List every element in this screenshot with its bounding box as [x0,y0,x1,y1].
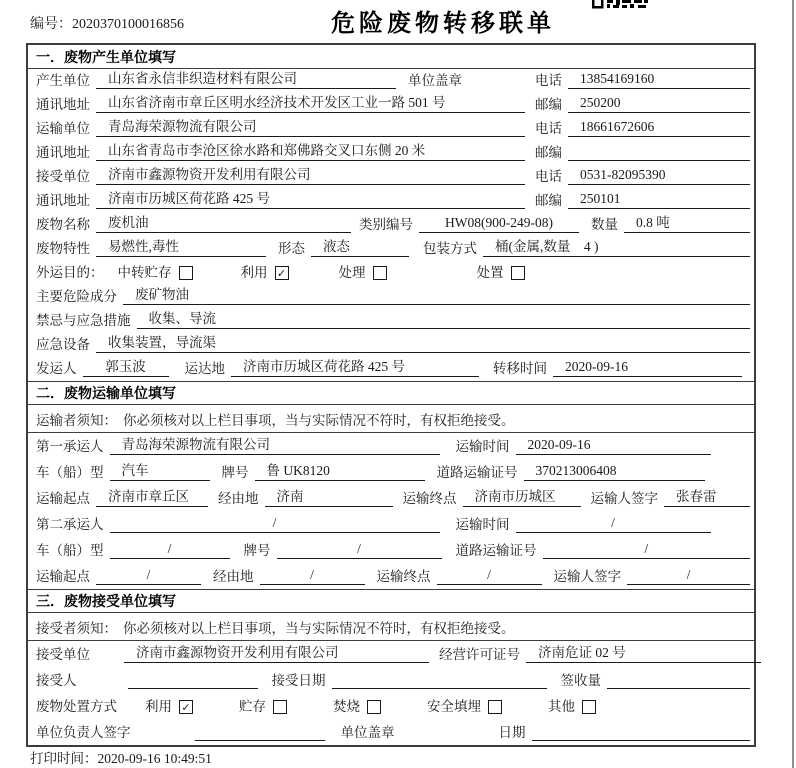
row-waste-name [28,213,754,237]
purpose-option-treat-checkbox [373,266,387,280]
row-transporter-address [28,141,754,165]
packing-label: 包装方式 [423,241,477,256]
license-label: 经营许可证号 [439,647,520,662]
waste-form-value: 液态 [311,235,409,257]
vehicle1-cert-label: 道路运输证号 [436,465,518,480]
carrier2-value: / [110,515,440,533]
row-receiver-address [28,189,754,213]
transporter-notice-label: 运输者须知： [36,412,117,428]
section1-title: 一．废物产生单位填写 [36,48,176,65]
receiver-value: 济南市鑫源物资开发利用有限公司 [96,163,525,185]
vehicle1-type-value: 汽车 [110,459,210,481]
row-purpose [28,261,754,285]
receiver-address-value: 济南市历城区荷花路 425 号 [96,187,525,209]
packing-value: 桶(金属,数量 4 ) [483,235,750,257]
receiver-phone-value: 0531-82095390 [568,167,750,185]
route2-end-label: 运输终点 [376,569,431,584]
carrier1-time-label: 运输时间 [455,439,510,454]
transporter-value: 青岛海荣源物流有限公司 [96,115,525,137]
receiver-notice-label: 接受者须知： [36,620,117,636]
producer-address-label: 通讯地址 [36,97,90,112]
waste-category-label: 类别编号 [359,217,413,232]
acceptor-value [128,687,258,689]
transporter-postcode-label: 邮编 [535,145,562,160]
transporter-phone-value: 18661672606 [568,119,750,137]
row-carrier1 [28,433,754,459]
receiver-notice-text: 你必须核对以上栏目事项，当与实际情况不符时，有权拒绝接受。 [123,620,515,636]
waste-quantity-label: 数量 [591,217,618,232]
vehicle2-type-value: / [110,541,230,559]
acceptor-label: 接受人 [36,673,77,688]
print-time-value: 2020-09-16 10:49:51 [97,751,212,766]
section2-title: 二．废物运输单位填写 [36,385,176,401]
license-value: 济南危证 02 号 [526,641,761,663]
disposal-option-incinerate-checkbox [367,700,381,714]
waste-quantity-value: 0.8 吨 [624,211,750,233]
purpose-option-dispose-checkbox [511,266,525,280]
carrier1-value: 青岛海荣源物流有限公司 [110,433,440,455]
transporter-address-value: 山东省青岛市李沧区徐水路和郑佛路交叉口东侧 20 米 [96,139,525,161]
row-transporter [28,117,754,141]
row-disposal [28,693,754,719]
equipment-value: 收集装置，导流渠 [96,331,750,353]
accept-unit-value: 济南市鑫源物资开发利用有限公司 [124,641,429,663]
dispatch-dest-value: 济南市历城区荷花路 425 号 [231,355,479,377]
purpose-option-utilize-label: 利用 [240,265,268,280]
disposal-option-other-label: 其他 [548,699,575,714]
disposal-option-landfill-checkbox [488,700,502,714]
row-route2 [28,563,754,589]
route1-via-value: 济南 [265,485,393,507]
disposal-option-other [548,695,596,715]
dispatch-value: 郭玉波 [83,355,169,377]
doc-number-label: 编号： [30,17,72,32]
vehicle1-cert-value: 370213006408 [524,463,706,481]
signed-qty-label: 签收量 [560,673,601,688]
transporter-address-label: 通讯地址 [36,145,90,160]
purpose-option-treat [339,261,387,281]
row-carrier2 [28,511,754,537]
waste-name-value: 废机油 [96,211,351,233]
transporter-notice-text: 你必须核对以上栏目事项，当与实际情况不符时，有权拒绝接受。 [123,412,515,428]
signed-qty-value [607,687,750,689]
route1-sign-value: 张春雷 [664,485,750,507]
disposal-option-store [239,695,287,715]
vehicle2-cert-label: 道路运输证号 [455,543,537,558]
page-right-edge [792,0,794,768]
row-producer [28,69,754,93]
disposal-option-store-checkbox [273,700,287,714]
row-accept-unit [28,641,754,667]
waste-property-label: 废物特性 [36,241,90,256]
receiver-postcode-value: 250101 [568,191,750,209]
producer-phone-label: 电话 [535,73,562,88]
page-title: 危险废物转移联单 [331,10,555,37]
section1-header [28,45,754,69]
purpose-option-utilize [241,261,289,281]
disposal-option-incinerate [333,695,381,715]
disposal-option-landfill-label: 安全填埋 [427,699,481,714]
signature-label: 单位负责人签字 [36,725,131,740]
purpose-option-transfer-checkbox [179,266,193,280]
producer-value: 山东省永信非织造材料有限公司 [96,67,396,89]
dispatch-time-label: 转移时间 [493,361,547,376]
vehicle1-type-label: 车（船）型 [36,465,104,480]
section3-header [28,589,754,613]
vehicle2-plate-label: 牌号 [243,543,271,558]
dispatch-time-value: 2020-09-16 [553,359,742,377]
purpose-option-transfer-label: 中转贮存 [117,265,172,280]
carrier1-label: 第一承运人 [36,439,104,454]
carrier2-time-value: / [516,515,711,533]
vehicle1-plate-label: 牌号 [221,465,249,480]
disposal-label: 废物处置方式 [36,699,117,714]
producer-address-value: 山东省济南市章丘区明水经济技术开发区工业一路 501 号 [96,91,525,113]
route2-start-value: / [96,567,201,585]
row-route1 [28,485,754,511]
vehicle2-cert-value: / [543,541,751,559]
waste-name-label: 废物名称 [36,217,90,232]
row-receiver [28,165,754,189]
row-emergency [28,309,754,333]
row-producer-address [28,93,754,117]
receiver-postcode-label: 邮编 [535,193,562,208]
carrier2-label: 第二承运人 [36,517,104,532]
row-acceptor [28,667,754,693]
row-waste-property [28,237,754,261]
disposal-option-landfill [427,695,502,715]
accept-date-label: 接受日期 [271,673,326,688]
disposal-option-utilize-label: 利用 [145,699,172,714]
section2-header [28,381,754,405]
route1-sign-label: 运输人签字 [590,491,658,506]
signature-value [195,739,325,741]
purpose-label: 外运目的： [36,265,104,280]
route2-sign-label: 运输人签字 [553,569,621,584]
transporter-phone-label: 电话 [535,121,562,136]
route2-via-label: 经由地 [213,569,254,584]
row-dispatch [28,357,754,381]
unit-seal-label: 单位盖章 [340,725,395,740]
accept-date-value [332,687,547,689]
transporter-postcode-value [568,159,750,161]
purpose-option-transfer [118,261,193,281]
print-time-label: 打印时间： [30,751,98,766]
hazard-value: 废矿物油 [123,283,750,305]
dispatch-dest-label: 运达地 [184,361,225,376]
emergency-label: 禁忌与应急措施 [36,313,131,328]
row-vehicle1 [28,459,754,485]
transporter-label: 运输单位 [36,121,90,136]
route1-end-value: 济南市历城区 [463,485,581,507]
producer-label: 产生单位 [36,73,90,88]
carrier2-time-label: 运输时间 [455,517,510,532]
row-equipment [28,333,754,357]
vehicle2-type-label: 车（船）型 [36,543,104,558]
disposal-option-other-checkbox [582,700,596,714]
route2-start-label: 运输起点 [36,569,90,584]
receiver-label: 接受单位 [36,169,90,184]
producer-seal-label: 单位盖章 [408,73,462,88]
route2-end-value: / [437,567,542,585]
route1-via-label: 经由地 [218,491,259,506]
disposal-option-incinerate-label: 焚烧 [333,699,360,714]
disposal-option-store-label: 贮存 [239,699,266,714]
doc-number-value: 2020370100016856 [72,17,184,32]
waste-property-value: 易燃性,毒性 [96,235,266,257]
route1-start-label: 运输起点 [36,491,90,506]
producer-phone-value: 13854169160 [568,71,750,89]
vehicle2-plate-value: / [277,541,442,559]
print-time [30,747,212,767]
manifest-form [26,43,756,747]
disposal-option-utilize [145,695,193,715]
qr-code-fragment-icon [592,0,648,10]
row-signature [28,719,754,745]
row-transporter-notice [28,405,754,433]
row-receiver-notice [28,613,754,641]
waste-form-label: 形态 [278,241,305,256]
route1-start-value: 济南市章丘区 [96,485,208,507]
row-vehicle2 [28,537,754,563]
purpose-option-utilize-checkbox: ✓ [275,266,289,280]
emergency-value: 收集、导流 [137,307,751,329]
disposal-option-utilize-checkbox: ✓ [179,700,193,714]
vehicle1-plate-value: 鲁 UK8120 [255,459,425,481]
route1-end-label: 运输终点 [402,491,457,506]
accept-unit-label: 接受单位 [36,647,90,662]
producer-postcode-value: 250200 [568,95,750,113]
purpose-option-dispose [477,261,525,281]
row-hazard [28,285,754,309]
route2-via-value: / [260,567,365,585]
receiver-address-label: 通讯地址 [36,193,90,208]
hazard-label: 主要危险成分 [36,289,117,304]
date-value [532,739,751,741]
purpose-option-dispose-label: 处置 [476,265,504,280]
dispatch-label: 发运人 [36,361,77,376]
doc-number [30,13,184,33]
purpose-option-treat-label: 处理 [338,265,366,280]
receiver-phone-label: 电话 [535,169,562,184]
date-label: 日期 [498,725,526,740]
section3-title: 三．废物接受单位填写 [36,593,176,609]
equipment-label: 应急设备 [36,337,90,352]
carrier1-time-value: 2020-09-16 [516,437,711,455]
producer-postcode-label: 邮编 [535,97,562,112]
waste-category-value: HW08(900-249-08) [419,215,579,233]
route2-sign-value: / [627,567,750,585]
